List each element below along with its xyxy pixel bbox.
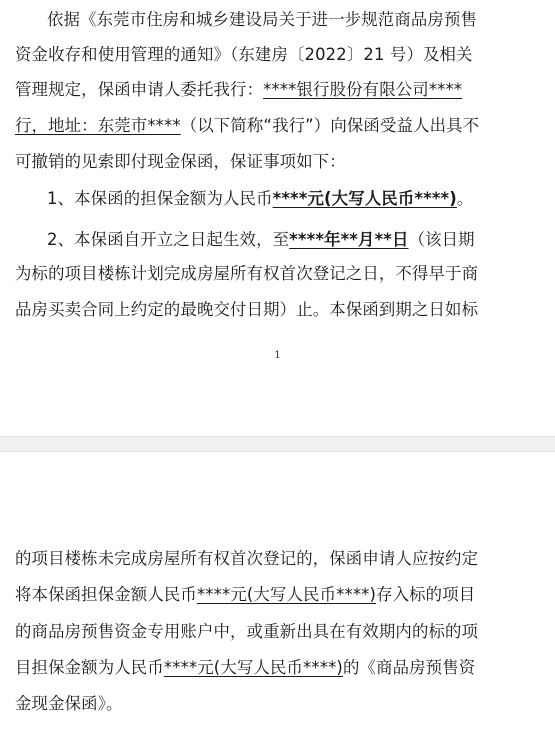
- paragraph-line: [47, 230, 475, 250]
- paragraph-line: [15, 45, 473, 65]
- expiry-date: ****年**月**日: [289, 230, 409, 249]
- paragraph-line: [15, 622, 478, 642]
- bank-address-underlined: 行，地址：东莞市****: [15, 116, 181, 135]
- paragraph-line: [15, 658, 475, 678]
- page-number: 1: [274, 350, 281, 361]
- text-run: 。: [456, 189, 474, 208]
- paragraph-line: [15, 694, 123, 714]
- text-run: 的《商品房预售资: [342, 658, 476, 677]
- guarantee-amount: ****元(大写人民币****): [272, 189, 457, 208]
- text-run: （该日期: [408, 230, 475, 249]
- guarantee-amount: ****元(大写人民币****): [196, 585, 377, 604]
- text-run: 品房买卖合同上约定的最晚交付日期）止。本保函到期之日如标: [15, 300, 479, 319]
- paragraph-line: [47, 10, 477, 30]
- text-run: 的项目楼栋未完成房屋所有权首次登记的，保函申请人应按约定: [15, 549, 479, 568]
- text-run: 2、本保函自开立之日起生效，至: [47, 230, 290, 249]
- text-run: 管理规定，保函申请人委托我行：: [15, 80, 264, 99]
- bank-name-underlined: ****银行股份有限公司****: [263, 80, 463, 99]
- text-run: 目担保金额为人民币: [15, 658, 164, 677]
- paragraph-line: [15, 300, 478, 320]
- paragraph-line: [15, 116, 479, 136]
- text-run: 存入标的项目: [376, 585, 476, 604]
- guarantee-amount: ****元(大写人民币****): [163, 658, 343, 677]
- paragraph-line: [15, 152, 346, 172]
- paragraph-line: [15, 549, 478, 569]
- paragraph-line: [15, 80, 462, 100]
- text-run: 1、本保函的担保金额为人民币: [47, 189, 273, 208]
- paragraph-line: [47, 189, 473, 209]
- text-run: （以下简称“我行”）向保函受益人出具不: [180, 116, 480, 135]
- text-run: 金现金保函》。: [15, 694, 123, 713]
- text-run: 将本保函担保金额人民币: [15, 585, 197, 604]
- document-page-2: [0, 452, 555, 730]
- text-run: 为标的项目楼栋计划完成房屋所有权首次登记之日，不得早于商: [15, 264, 479, 283]
- text-run: 的商品房预售资金专用账户中，或重新出具在有效期内的标的项: [15, 622, 479, 641]
- text-run: 可撤销的见索即付现金保函，保证事项如下：: [15, 152, 346, 171]
- paragraph-line: [15, 585, 475, 605]
- page-separator: [0, 436, 555, 452]
- paragraph-line: [15, 264, 478, 284]
- text-run: 资金收存和使用管理的通知》（东建房〔2022〕21 号）及相关: [15, 45, 473, 64]
- text-run: 依据《东莞市住房和城乡建设局关于进一步规范商品房预售: [47, 10, 478, 29]
